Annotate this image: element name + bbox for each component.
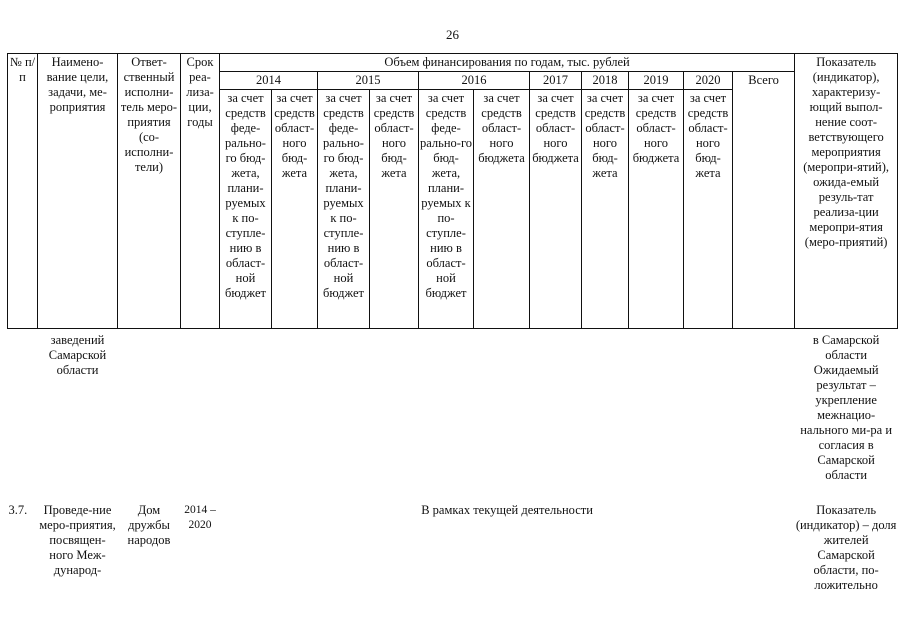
row-num bbox=[8, 329, 38, 499]
header-year-2015: 2015 bbox=[318, 72, 419, 90]
row-funding bbox=[220, 329, 795, 499]
row-term: 2014 – 2020 bbox=[184, 503, 216, 531]
header-year-2020: 2020 bbox=[684, 72, 733, 90]
row-funding: В рамках текущей деятельности bbox=[421, 502, 593, 517]
header-2016-federal: за счет средств феде-рально-го бюд-жета, плани-руемых к по-ступле-нию в област-ной бюджет bbox=[419, 90, 474, 329]
header-indicator: Показатель (индикатор), характеризу-ющий выпол-нение соот-ветствующего мероприятия (меропри-ятий), ожида-емый резуль-тат реализа-ции меропри-ятия (меро-приятий) bbox=[795, 54, 898, 329]
row-num: 3.7. bbox=[8, 502, 28, 517]
header-year-2014: 2014 bbox=[220, 72, 318, 90]
header-num: № п/п bbox=[8, 54, 38, 329]
row-indicator: Показатель (индикатор) – доля жителей Самарской области, по-ложительно bbox=[795, 502, 897, 592]
row-name: заведений Самарской области bbox=[48, 333, 107, 377]
row-indicator: в Самарской области Ожидаемый результат – укрепление межнацио-нального ми-ра и согласия в Самарской области bbox=[800, 333, 893, 482]
row-name: Проведе-ние меро-приятия, посвящен-ного Меж-дународ- bbox=[39, 502, 116, 577]
header-2020-regional: за счет средств област-ного бюд-жета bbox=[684, 90, 733, 329]
header-name: Наимено-вание цели, задачи, ме-роприятия bbox=[38, 54, 118, 329]
row-term bbox=[181, 329, 220, 499]
header-funding: Объем финансирования по годам, тыс. рублей bbox=[220, 54, 795, 72]
header-2015-regional: за счет средств област-ного бюд-жета bbox=[370, 90, 419, 329]
header-2015-federal: за счет средств феде-рально-го бюд-жета, плани-руемых к по-ступле-нию в област-ной бюджет bbox=[318, 90, 370, 329]
header-term: Срок реа-лиза-ции, годы bbox=[181, 54, 220, 329]
header-responsible: Ответ-ственный исполни-тель меро-приятия (со-исполни-тели) bbox=[118, 54, 181, 329]
header-2017-regional: за счет средств област-ного бюджета bbox=[530, 90, 582, 329]
table-row bbox=[8, 499, 898, 594]
table-row bbox=[8, 329, 898, 499]
header-2018-regional: за счет средств област-ного бюд-жета bbox=[582, 90, 629, 329]
header-2019-regional: за счет средств област-ного бюджета bbox=[629, 90, 684, 329]
row-responsible bbox=[118, 329, 181, 499]
header-total: Всего bbox=[733, 72, 795, 329]
page-number: 26 bbox=[446, 27, 459, 42]
header-year-2018: 2018 bbox=[582, 72, 629, 90]
header-2014-federal: за счет средств феде-рально-го бюд-жета, плани-руемых к по-ступле-нию в област-ной бюджет bbox=[220, 90, 272, 329]
header-year-2017: 2017 bbox=[530, 72, 582, 90]
header-year-2019: 2019 bbox=[629, 72, 684, 90]
header-2014-regional: за счет средств област-ного бюд-жета bbox=[272, 90, 318, 329]
header-year-2016: 2016 bbox=[419, 72, 530, 90]
row-responsible: Дом дружбы народов bbox=[127, 502, 171, 547]
funding-table bbox=[7, 53, 898, 594]
header-2016-regional: за счет средств област-ного бюджета bbox=[474, 90, 530, 329]
